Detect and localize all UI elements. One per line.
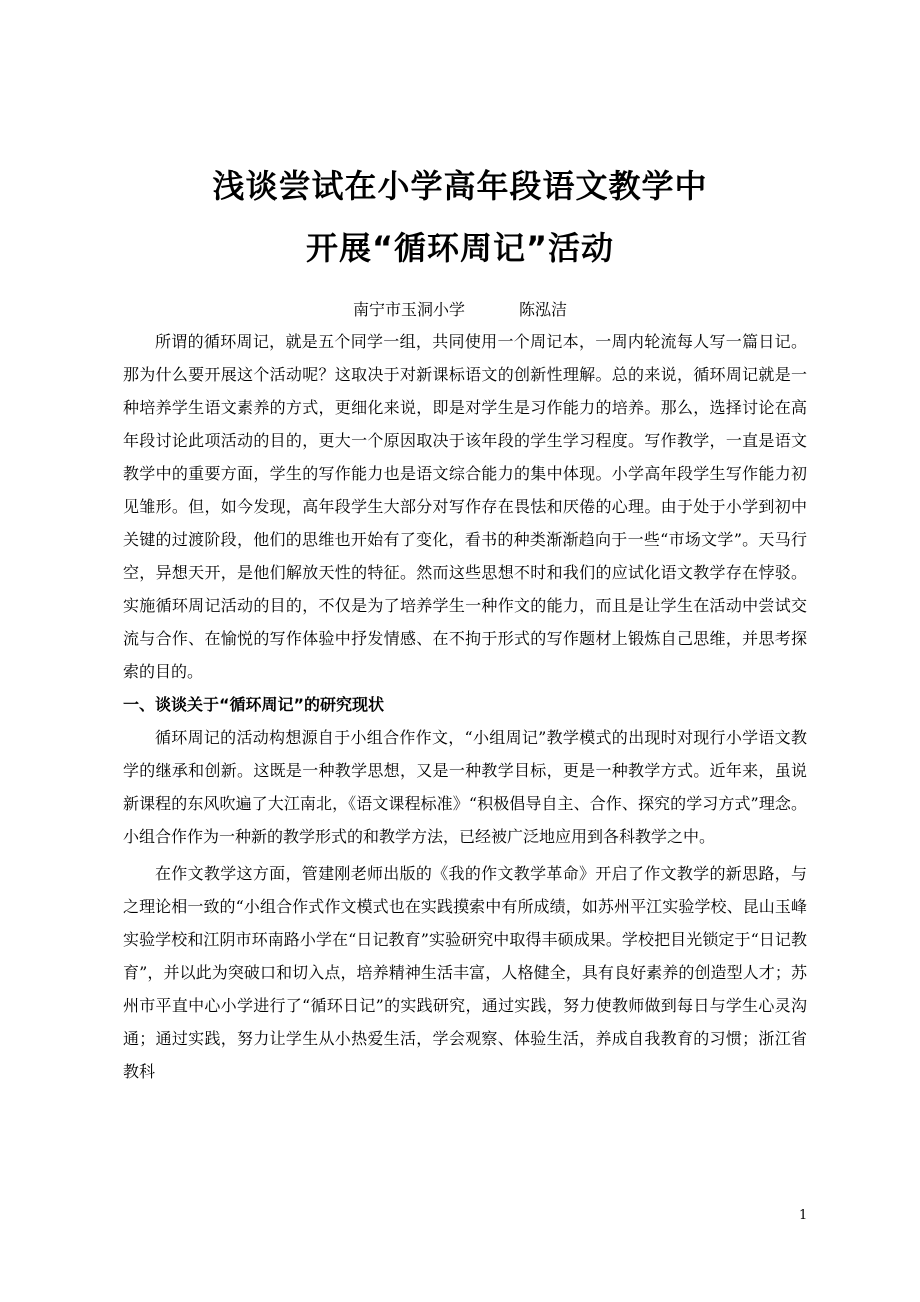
school-name: 南宁市玉洞小学 <box>352 300 465 319</box>
intro-paragraph: 所谓的循环周记，就是五个同学一组，共同使用一个周记本，一周内轮流每人写一篇日记。那为什么要开展这个活动呢？这取决于对新课标语文的创新性理解。总的来说，循环周记就是一种培养学生语文素养的方式，更细化来说，即是对学生是习作能力的培养。那么，选择讨论在高年段讨论此项活动的目的，更大一个原因取决于该年段的学生学习程度。写作教学，一直是语文教学中的重要方面，学生的写作能力也是语文综合能力的集中体现。小学高年段学生写作能力初见雏形。但，如今发现，高年段学生大部分对写作存在畏怯和厌倦的心理。由于处于小学到初中关键的过渡阶段，他们的思维也开始有了变化，看书的种类渐渐趋向于一些“市场文学”。天马行空，异想天开，是他们解放天性的特征。然而这些思想不时和我们的应试化语文教学存在悖驳。实施循环周记活动的目的，不仅是为了培养学生一种作文的能力，而且是让学生在活动中尝试交流与合作、在愉悦的写作体验中抒发情感、在不拘于形式的写作题材上锻炼自己思维，并思考探索的目的。 <box>123 332 807 681</box>
byline <box>0 299 920 321</box>
author-name: 陈泓洁 <box>519 300 568 319</box>
section-paragraph: 在作文教学这方面，管建刚老师出版的《我的作文教学革命》开启了作文教学的新思路，与之理论相一致的“小组合作式作文模式也在实践摸索中有所成绩，如苏州平江实验学校、昆山玉峰实验学校和江阴市环南路小学在“日记教育”实验研究中取得丰硕成果。学校把目光锁定于“日记教育”，并以此为突破口和切入点，培养精神生活丰富，人格健全，具有良好素养的创造型人才；苏州市平直中心小学进行了“循环日记”的实践研究，通过实践，努力使教师做到每日与学生心灵沟通；通过实践，努力让学生从小热爱生活，学会观察、体验生活，养成自我教育的习惯；浙江省教科 <box>123 864 807 1081</box>
page-number: 1 <box>799 1208 808 1223</box>
section-heading: 一、谈谈关于“循环周记”的研究现状 <box>123 695 385 714</box>
document-body <box>123 325 807 1088</box>
section-paragraph: 循环周记的活动构想源自于小组合作作文，“小组周记”教学模式的出现时对现行小学语文教学的继承和创新。这既是一种教学思想，又是一种教学目标，更是一种教学方式。近年来，虽说新课程的东风吹遍了大江南北，《语文课程标准》“积极倡导自主、合作、探究的学习方式”理念。小组合作作为一种新的教学形式的和教学方法，已经被广泛地应用到各科教学之中。 <box>123 728 807 846</box>
document-title-line-1: 浅谈尝试在小学高年段语文教学中 <box>212 167 708 205</box>
document-title-line-2: 开展“循环周记”活动 <box>305 229 615 267</box>
